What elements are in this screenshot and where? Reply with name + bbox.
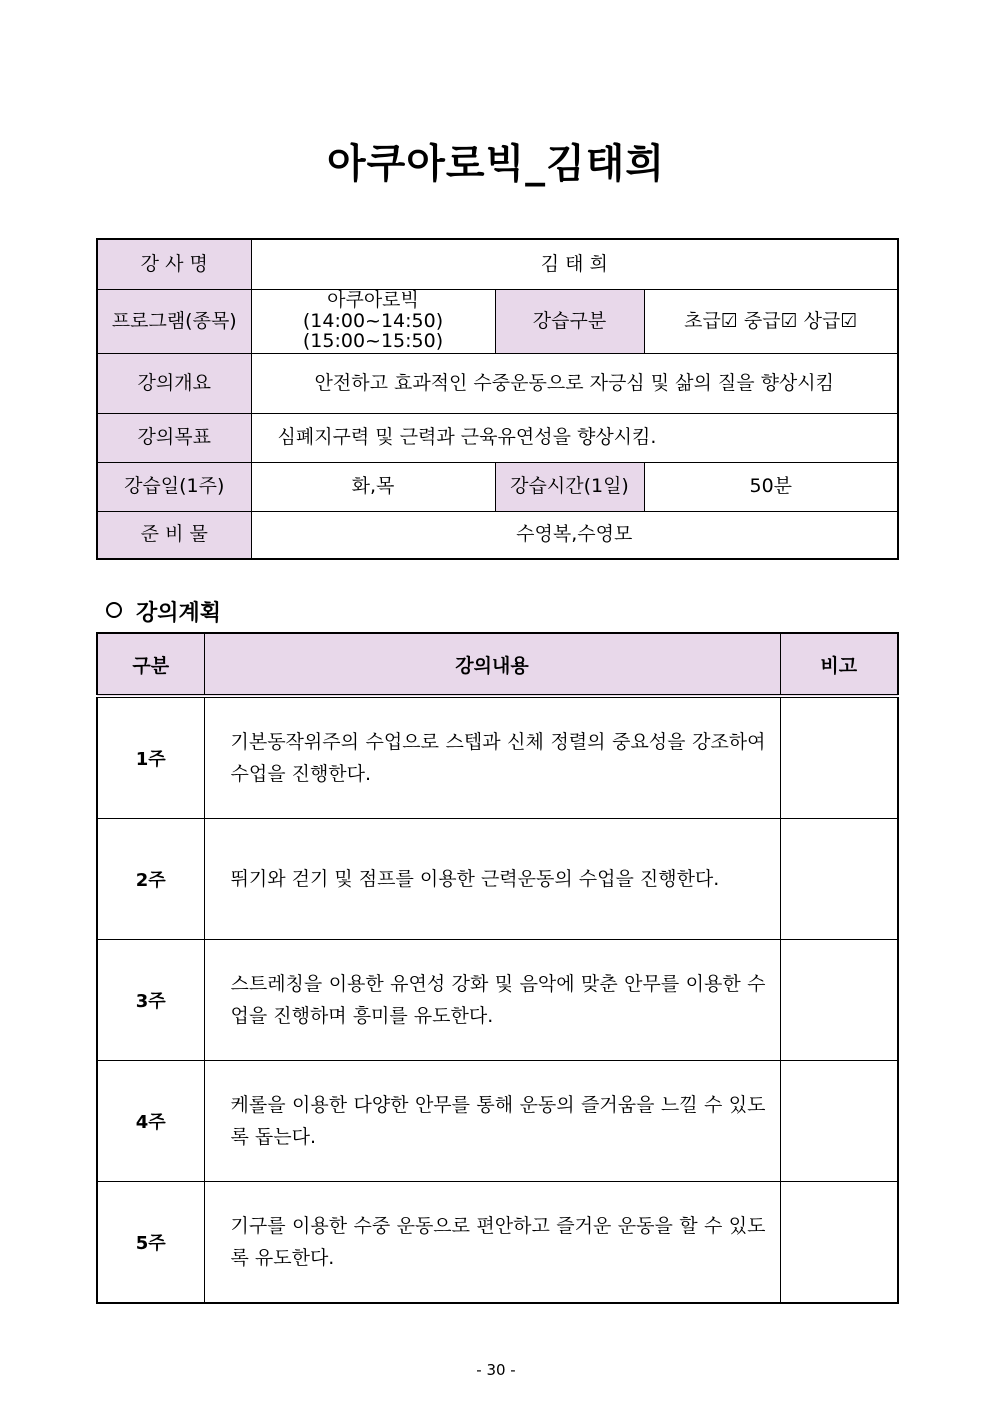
section-heading (106, 596, 221, 627)
table-row (97, 940, 898, 1061)
week-cell: 5주 (97, 1182, 204, 1304)
week-cell: 3주 (97, 940, 204, 1061)
note-cell (780, 696, 898, 819)
header-division: 구분 (97, 633, 204, 696)
content-cell: 스트레칭을 이용한 유연성 강화 및 음악에 맞춘 안무를 이용한 수업을 진행하며 흥미를 유도한다. (204, 940, 780, 1061)
materials-label: 준 비 물 (97, 511, 251, 559)
instructor-label: 강 사 명 (97, 239, 251, 289)
program-value (251, 289, 495, 353)
week-cell: 2주 (97, 819, 204, 940)
header-note: 비고 (780, 633, 898, 696)
materials-row (97, 511, 898, 559)
goal-value: 심폐지구력 및 근력과 근육유연성을 향상시킴. (251, 413, 898, 462)
lecture-plan-table (96, 632, 899, 1304)
level-value: 초급☑ 중급☑ 상급☑ (644, 289, 898, 353)
program-label: 프로그램(종목) (97, 289, 251, 353)
content-cell: 케롤을 이용한 다양한 안무를 통해 운동의 즐거움을 느낄 수 있도록 돕는다. (204, 1061, 780, 1182)
level-label: 강습구분 (495, 289, 644, 353)
program-row (97, 289, 898, 353)
content-cell: 기본동작위주의 수업으로 스텝과 신체 정렬의 중요성을 강조하여 수업을 진행한다. (204, 696, 780, 819)
overview-row (97, 353, 898, 413)
program-time-1: (14:00~14:50) (302, 309, 444, 332)
page-number: - 30 - (476, 1361, 516, 1379)
instructor-value: 김 태 희 (251, 239, 898, 289)
note-cell (780, 940, 898, 1061)
course-info-table (96, 238, 899, 560)
days-label: 강습일(1주) (97, 462, 251, 511)
week-cell: 1주 (97, 696, 204, 819)
days-value: 화,목 (251, 462, 495, 511)
section-title: 강의계획 (136, 601, 222, 626)
header-content: 강의내용 (204, 633, 780, 696)
goal-label: 강의목표 (97, 413, 251, 462)
plan-header-row (97, 633, 898, 696)
content-cell: 기구를 이용한 수중 운동으로 편안하고 즐거운 운동을 할 수 있도록 유도한다. (204, 1182, 780, 1304)
overview-value: 안전하고 효과적인 수중운동으로 자긍심 및 삶의 질을 향상시킴 (251, 353, 898, 413)
duration-value: 50분 (644, 462, 898, 511)
table-row (97, 819, 898, 940)
content-cell: 뛰기와 걷기 및 점프를 이용한 근력운동의 수업을 진행한다. (204, 819, 780, 940)
program-time-2: (15:00~15:50) (302, 330, 444, 353)
instructor-row (97, 239, 898, 289)
table-row (97, 696, 898, 819)
overview-label: 강의개요 (97, 353, 251, 413)
table-row (97, 1182, 898, 1304)
note-cell (780, 819, 898, 940)
materials-value: 수영복,수영모 (251, 511, 898, 559)
program-name: 아쿠아로빅 (327, 288, 419, 311)
page-title: 아쿠아로빅_김태희 (326, 141, 666, 187)
circle-bullet-icon (106, 602, 122, 618)
note-cell (780, 1182, 898, 1304)
goal-row (97, 413, 898, 462)
week-cell: 4주 (97, 1061, 204, 1182)
table-row (97, 1061, 898, 1182)
duration-label: 강습시간(1일) (495, 462, 644, 511)
note-cell (780, 1061, 898, 1182)
schedule-row (97, 462, 898, 511)
